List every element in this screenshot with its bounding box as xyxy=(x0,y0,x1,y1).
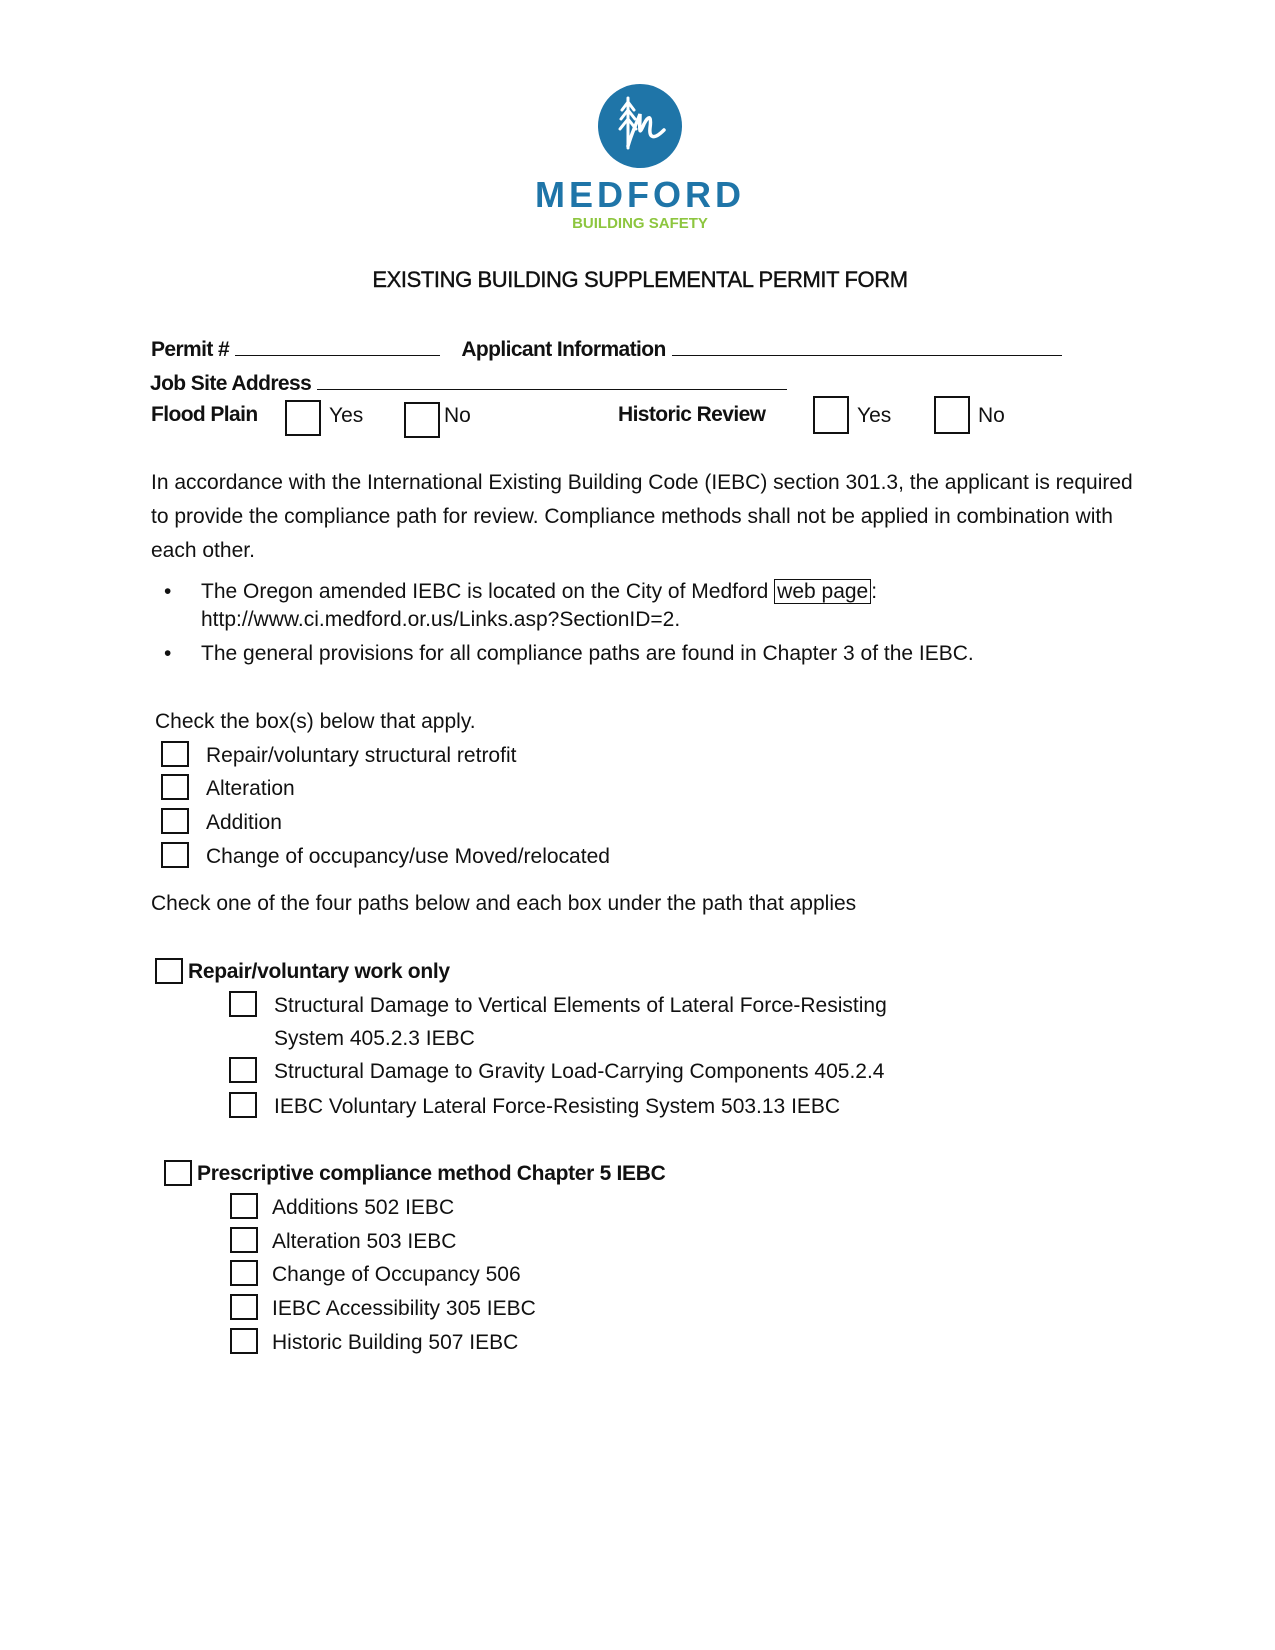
web-page-link[interactable]: web page xyxy=(774,579,871,604)
bullet-2-row xyxy=(151,640,1151,668)
bullet-2: The general provisions for all compliance paths are found in Chapter 3 of the IEBC. xyxy=(201,642,974,665)
bullet-1 xyxy=(151,578,1151,634)
tree-m-emblem-icon xyxy=(598,84,682,168)
flood-no-label: No xyxy=(444,404,471,427)
historic-no-checkbox[interactable] xyxy=(934,396,970,434)
apply-label: Change of occupancy/use Moved/relocated xyxy=(206,845,610,868)
repair-item-checkbox[interactable] xyxy=(229,1092,257,1118)
apply-label: Alteration xyxy=(206,777,295,800)
bullet-icon: • xyxy=(164,642,172,665)
repair-item-label: Structural Damage to Vertical Elements of Lateral Force-Resisting xyxy=(274,994,887,1017)
apply-checkbox-alteration[interactable] xyxy=(161,774,189,800)
apply-checkbox-change-of-occupancy[interactable] xyxy=(161,842,189,868)
prescriptive-item-label: Historic Building 507 IEBC xyxy=(272,1331,519,1354)
logo-name: MEDFORD xyxy=(535,174,745,215)
prescriptive-item-checkbox[interactable] xyxy=(230,1294,258,1320)
job-site-address-field[interactable] xyxy=(317,369,787,390)
prescriptive-path-heading: Prescriptive compliance method Chapter 5 IEBC xyxy=(197,1162,666,1185)
paths-prompt: Check one of the four paths below and each box under the path that applies xyxy=(151,892,857,915)
flood-yes-label: Yes xyxy=(329,404,364,427)
historic-yes-label: Yes xyxy=(857,404,892,427)
bullet-1-colon: : xyxy=(871,580,878,603)
bullet-1-line xyxy=(201,578,877,606)
repair-item-checkbox[interactable] xyxy=(229,991,257,1017)
prescriptive-item-label: IEBC Accessibility 305 IEBC xyxy=(272,1297,536,1320)
address-row xyxy=(150,369,787,397)
bullet-1-text: The Oregon amended IEBC is located on the City of Medford xyxy=(201,580,769,603)
apply-label: Addition xyxy=(206,811,282,834)
prescriptive-item-checkbox[interactable] xyxy=(230,1328,258,1354)
historic-yes-checkbox[interactable] xyxy=(813,396,849,434)
flood-plain-yes-checkbox[interactable] xyxy=(285,400,321,436)
prescriptive-item-label: Additions 502 IEBC xyxy=(272,1196,455,1219)
intro-paragraph: In accordance with the International Existing Building Code (IEBC) section 301.3, the applicant is required to provide the compliance path for review. Compliance methods shall not be applied in combination with each other. xyxy=(151,471,1133,562)
flood-plain-label: Flood Plain xyxy=(151,403,258,426)
bullet-icon: • xyxy=(164,580,172,603)
prescriptive-item-label: Alteration 503 IEBC xyxy=(272,1230,457,1253)
apply-label: Repair/voluntary structural retrofit xyxy=(206,744,517,767)
permit-number-field[interactable] xyxy=(235,335,440,356)
permit-row xyxy=(151,335,1062,363)
repair-path-heading: Repair/voluntary work only xyxy=(188,960,450,983)
apply-checkbox-addition[interactable] xyxy=(161,808,189,834)
repair-item-label: IEBC Voluntary Lateral Force-Resisting System 503.13 IEBC xyxy=(274,1095,841,1118)
apply-checkbox-repair[interactable] xyxy=(161,741,189,767)
prescriptive-item-checkbox[interactable] xyxy=(230,1193,258,1219)
repair-item-label: Structural Damage to Gravity Load-Carrying Components 405.2.4 xyxy=(274,1060,885,1083)
repair-path-checkbox[interactable] xyxy=(155,958,183,984)
logo-tagline: BUILDING SAFETY xyxy=(572,215,708,232)
applicant-info-field[interactable] xyxy=(672,335,1062,356)
apply-prompt: Check the box(s) below that apply. xyxy=(155,710,476,733)
prescriptive-item-checkbox[interactable] xyxy=(230,1260,258,1286)
historic-no-label: No xyxy=(978,404,1005,427)
address-label: Job Site Address xyxy=(150,372,312,395)
bullet-1-url: http://www.ci.medford.or.us/Links.asp?SectionID=2. xyxy=(201,608,681,631)
prescriptive-path-checkbox[interactable] xyxy=(164,1160,192,1186)
repair-item-label-cont: System 405.2.3 IEBC xyxy=(274,1027,475,1050)
page-title: EXISTING BUILDING SUPPLEMENTAL PERMIT FORM xyxy=(372,267,908,292)
flood-plain-no-checkbox[interactable] xyxy=(404,402,440,438)
applicant-label: Applicant Information xyxy=(461,338,666,361)
bullet-1-body xyxy=(201,578,877,634)
permit-label: Permit # xyxy=(151,338,230,361)
historic-review-label: Historic Review xyxy=(618,403,766,426)
repair-item-checkbox[interactable] xyxy=(229,1057,257,1083)
intro-section xyxy=(151,466,1151,668)
prescriptive-item-checkbox[interactable] xyxy=(230,1227,258,1253)
prescriptive-item-label: Change of Occupancy 506 xyxy=(272,1263,521,1286)
